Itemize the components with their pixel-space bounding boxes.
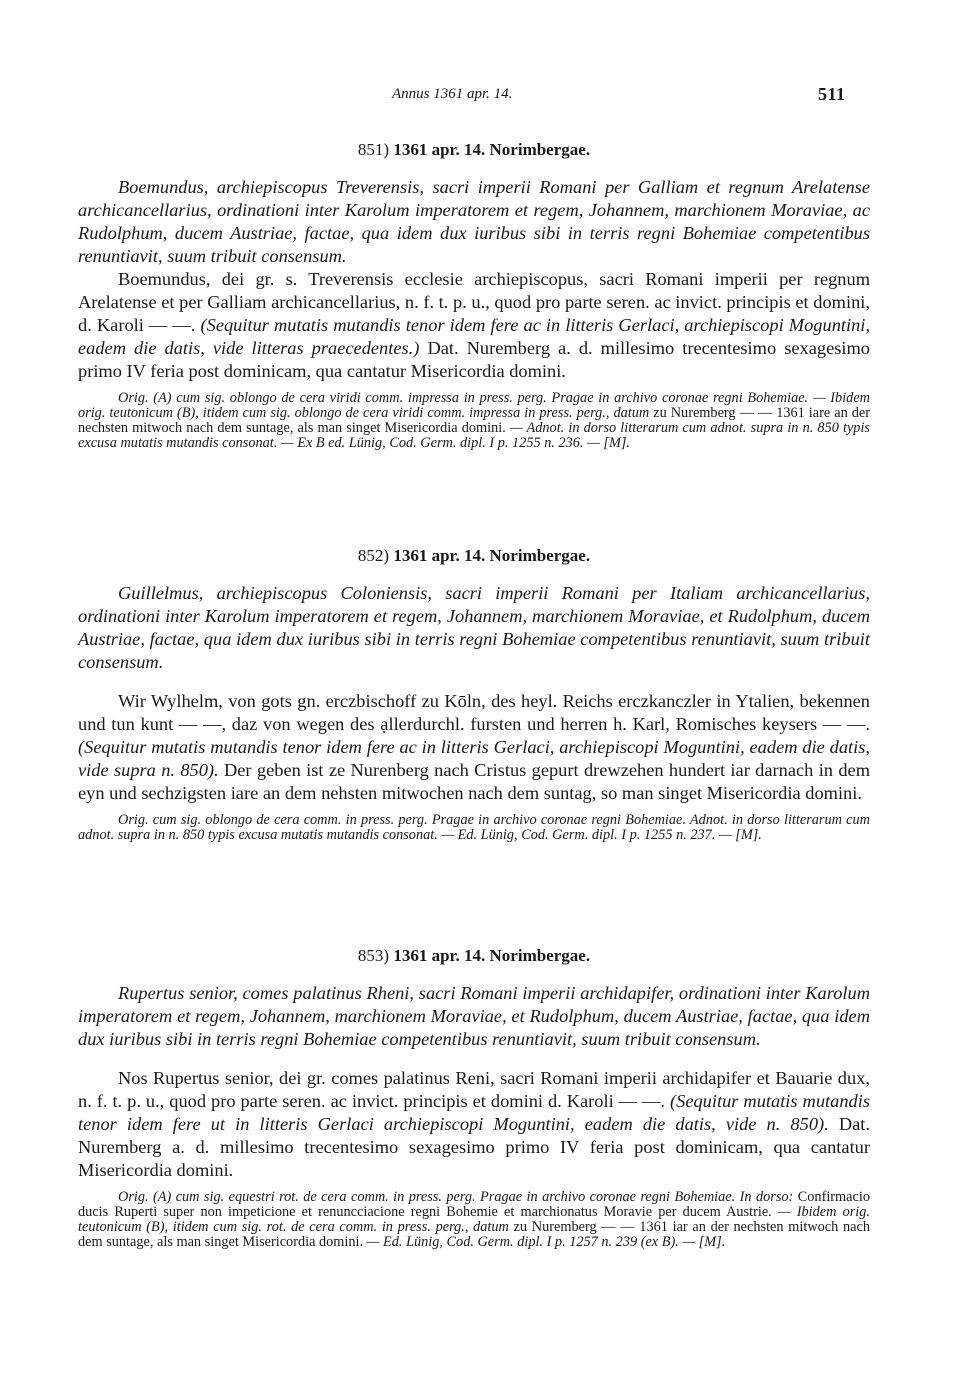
text-part: Der geben ist ze Nurenberg nach Cristus gepurt drewzehen hundert iar darnach in dem eyn und sechzigsten iare an dem nehsten mitwochen nach dem suntag, so man singet Misericordia domini. [78, 760, 870, 803]
document-date-place: 1361 apr. 14. Norimbergae. [393, 140, 591, 159]
document-number: 853) [357, 946, 390, 965]
document-text [78, 1067, 870, 1182]
note-part: — Ibidem orig. teutonicum (B), itidem cum sig. rot. de cera comm. in press. perg., datum [78, 1204, 870, 1235]
document-851 [78, 138, 870, 451]
editorial-remark: (Sequitur mutatis mutandis tenor idem fere ut in litteris Gerlaci archiepiscopi Moguntini, eadem die datis, vide n. 850). [78, 1091, 870, 1134]
note-part: Orig. cum sig. oblongo de cera comm. in press. perg. Pragae in archivo coronae regni Bohemiae. Adnot. in dorso litterarum cum adnot. supra in n. 850 typis excusa mutatis mutandis consonat. — Ed. Lünig, Cod. Germ. dipl. I p. 1255 n. 237. — [M]. [78, 812, 870, 843]
note-part: Confirmacio ducis Ruperti super non impeticione et renuncciacione regni Bohemie et marchionatus Moravie per ducem Austrie. [78, 1189, 870, 1220]
note-part: zu Nuremberg — — 1361 iare an der nechsten mitwoch nach dem suntage, als man singet Misericordia domini. [78, 405, 870, 436]
document-date-place: 1361 apr. 14. Norimbergae. [393, 546, 591, 565]
note-part: Orig. (A) cum sig. equestri rot. de cera comm. in press. perg. Pragae in archivo coronae regni Bohemiae. In dorso: [118, 1189, 794, 1205]
document-853 [78, 944, 870, 1250]
document-text [78, 690, 870, 805]
running-head: Annus 1361 apr. 14. [392, 86, 513, 102]
document-number: 852) [357, 546, 390, 565]
document-number: 851) [357, 140, 390, 159]
editorial-remark: (Sequitur mutatis mutandis tenor idem fere ac in litteris Gerlaci, archiepiscopi Moguntini, eadem die datis, vide supra n. 850). [78, 737, 870, 780]
document-heading [78, 944, 870, 968]
regest: Rupertus senior, comes palatinus Rheni, sacri Romani imperii archidapifer, ordinationi inter Karolum imperatorem et regem, Johannem, marchionem Moraviae, et Rudolphum, ducem Austriae, factae, qua idem dux iuribus sibi in terris regni Bohemiae competentibus renuntiavit, suum tribuit consensum. [78, 983, 870, 1049]
note-part: Orig. (A) cum sig. oblongo de cera viridi comm. impressa in press. perg. Pragae in archivo coronae regni Bohemiae. — Ibidem orig. teutonicum (B), itidem cum sig. oblongo de cera viridi comm. impressa in press. perg., datum [78, 390, 870, 421]
text-part: Dat. Nuremberg a. d. millesimo trecentesimo sexagesimo primo IV feria post dominicam, qua cantatur Misericordia domini. [78, 338, 870, 381]
note-part: — Adnot. in dorso litterarum cum adnot. supra in n. 850 typis excusa mutatis mutandis consonat. — Ex B ed. Lünig, Cod. Germ. dipl. I p. 1255 n. 236. — [M]. [78, 420, 870, 451]
regest: Guillelmus, archiepiscopus Coloniensis, sacri imperii Romani per Italiam archicancellarius, ordinationi inter Karolum imperatorem et regem, Johannem, marchionem Moraviae, et Rudolphum, ducem Austriae, factae, qua idem dux iuribus sibi in terris regni Bohemiae competentibus renuntiavit, suum tribuit consensum. [78, 583, 870, 672]
document-date-place: 1361 apr. 14. Norimbergae. [393, 946, 591, 965]
source-note [78, 1190, 870, 1250]
source-note [78, 813, 870, 843]
note-part: zu Nuremberg — — 1361 iar an der nechsten mitwoch nach dem suntage, als man singet Misericordia domini. [78, 1219, 870, 1250]
regest: Boemundus, archiepiscopus Treverensis, sacri imperii Romani per Galliam et regnum Arelatense archicancellarius, ordinationi inter Karolum imperatorem et regem, Johannem, marchionem Moraviae, ac Rudolphum, ducem Austriae, factae, qua idem dux iuribus sibi in terris regni Bohemiae competentibus renuntiavit, suum tribuit consensum. [78, 177, 870, 266]
document-heading [78, 544, 870, 568]
document-heading [78, 138, 870, 162]
document-852 [78, 544, 870, 843]
source-note [78, 391, 870, 451]
page-number: 511 [818, 84, 846, 104]
text-part: Boemundus, dei gr. s. Treverensis ecclesie archiepiscopus, sacri Romani imperii per regnum Arelatense et per Galliam archicancellarius, n. f. t. p. u., quod pro parte seren. ac invict. principis et domini, d. Karoli — —. [78, 269, 870, 335]
note-part: — Ed. Lünig, Cod. Germ. dipl. I p. 1257 n. 239 (ex B). — [M]. [366, 1234, 726, 1250]
text-part: Dat. Nuremberg a. d. millesimo trecentesimo sexagesimo primo IV feria post dominicam, qua cantatur Misericordia domini. [78, 1114, 870, 1180]
text-part: Wir Wylhelm, von gots gn. erczbischoff zu Kōln, des heyl. Reichs erczkanczler in Ytalien, bekennen und tun kunt — —, daz von wegen des ạllerdurchl. fursten und herren h. Karl, Romisches keysers — —. [78, 691, 870, 734]
text-part: Nos Rupertus senior, dei gr. comes palatinus Reni, sacri Romani imperii archidapifer et Bauarie dux, n. f. t. p. u., quod pro parte seren. ac invict. principis et domini d. Karoli — —. [78, 1068, 870, 1111]
document-text [78, 268, 870, 383]
editorial-remark: (Sequitur mutatis mutandis tenor idem fere ac in litteris Gerlaci, archiepiscopi Moguntini, eadem die datis, vide litteras praecedentes.) [78, 315, 871, 358]
page-header [0, 86, 960, 110]
